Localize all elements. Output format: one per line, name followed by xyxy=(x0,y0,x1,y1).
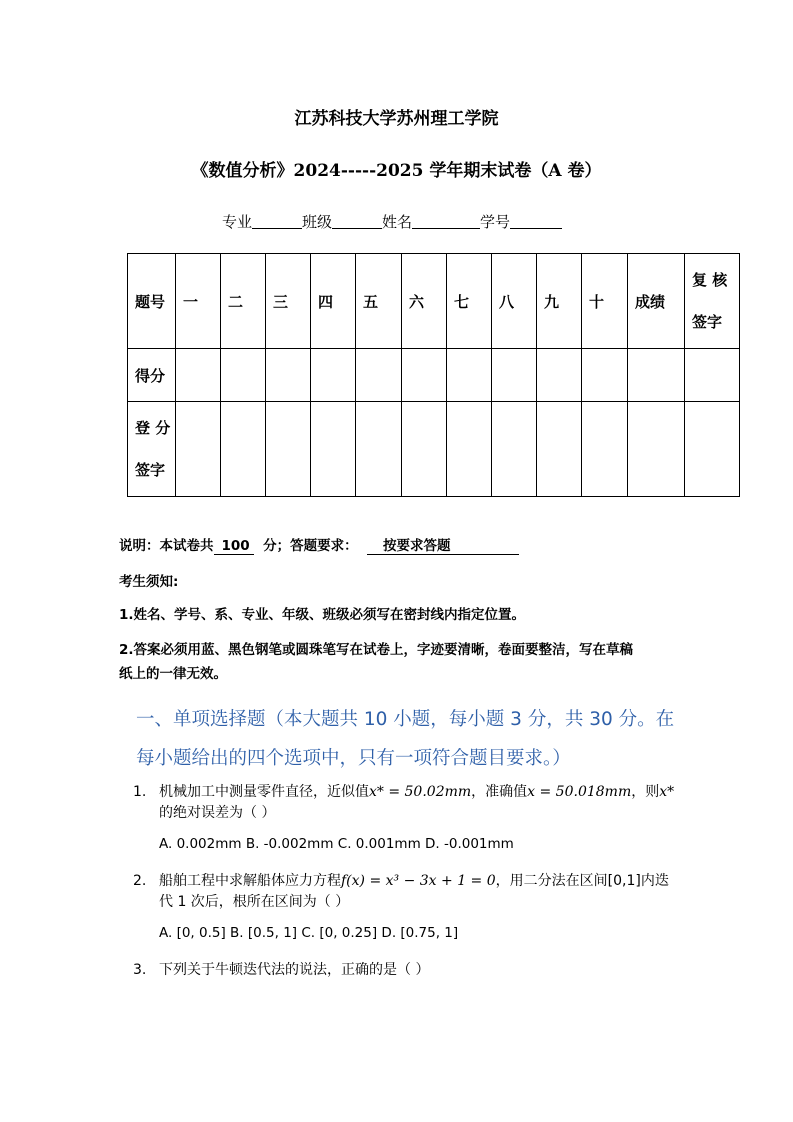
major-field[interactable] xyxy=(252,213,302,229)
question-1-options: A. 0.002mm B. -0.002mm C. 0.001mm D. -0.001mm xyxy=(159,836,514,852)
header-label-cell: 题号 xyxy=(128,254,176,349)
score-cell[interactable] xyxy=(176,349,221,402)
question-1-line2: 的绝对误差为（ ） xyxy=(159,805,276,821)
col-header: 二 xyxy=(221,254,266,349)
col-header: 三 xyxy=(266,254,311,349)
score-cell[interactable] xyxy=(582,349,628,402)
score-table xyxy=(127,253,740,497)
sign-cell[interactable] xyxy=(582,402,628,497)
exam-description: 说明：本试卷共 100 分；答题要求： 按要求答题 xyxy=(119,534,519,555)
sign-cell[interactable] xyxy=(492,402,537,497)
sign-line1: 登 分 xyxy=(135,419,171,437)
student-id-field[interactable] xyxy=(510,213,562,229)
table-row-header xyxy=(128,254,740,349)
exam-title: 《数值分析》2024-----2025 学年期末试卷（A 卷） xyxy=(191,161,602,181)
rule-2-line1: 2.答案必须用蓝、黑色钢笔或圆珠笔写在试卷上，字迹要清晰，卷面要整洁，写在草稿 xyxy=(119,642,634,658)
table-row-sign xyxy=(128,402,740,497)
question-2-line2: 代 1 次后，根所在区间为（ ） xyxy=(159,894,350,910)
sign-cell[interactable] xyxy=(628,402,685,497)
sign-cell[interactable] xyxy=(311,402,356,497)
col-header: 八 xyxy=(492,254,537,349)
sign-cell[interactable] xyxy=(402,402,447,497)
score-cell[interactable] xyxy=(492,349,537,402)
score-cell[interactable] xyxy=(537,349,582,402)
col-header: 七 xyxy=(447,254,492,349)
sign-cell[interactable] xyxy=(176,402,221,497)
col-header: 六 xyxy=(402,254,447,349)
major-label: 专业 xyxy=(222,213,253,231)
sign-cell[interactable] xyxy=(685,402,740,497)
score-cell[interactable] xyxy=(628,349,685,402)
sign-cell[interactable] xyxy=(221,402,266,497)
school-name: 江苏科技大学苏州理工学院 xyxy=(294,109,499,129)
name-label: 姓名 xyxy=(382,213,413,231)
col-header-total: 成绩 xyxy=(628,254,685,349)
score-cell[interactable] xyxy=(266,349,311,402)
col-header-review xyxy=(685,254,740,349)
col-header: 十 xyxy=(582,254,628,349)
sign-cell[interactable] xyxy=(447,402,492,497)
section-title-line1: 一、单项选择题（本大题共 10 小题，每小题 3 分，共 30 分。在 xyxy=(136,709,675,730)
notice-title: 考生须知: xyxy=(119,574,179,590)
table-row-score xyxy=(128,349,740,402)
row-label-score: 得分 xyxy=(128,349,176,402)
question-2-options: A. [0, 0.5] B. [0.5, 1] C. [0, 0.25] D. [0.75, 1] xyxy=(159,925,459,941)
question-3: 3. 下列关于牛顿迭代法的说法，正确的是（ ） xyxy=(133,962,430,978)
col-header: 五 xyxy=(356,254,402,349)
sign-cell[interactable] xyxy=(537,402,582,497)
score-cell[interactable] xyxy=(685,349,740,402)
review-line1: 复 核 xyxy=(692,271,728,289)
rule-1: 1.姓名、学号、系、专业、年级、班级必须写在密封线内指定位置。 xyxy=(119,607,526,623)
question-2: 2. 船舶工程中求解船体应力方程f(x) = x³ − 3x + 1 = 0，用二分法在区间[0,1]内迭 xyxy=(133,873,669,889)
question-1: 1. 机械加工中测量零件直径，近似值x* = 50.02mm，准确值x = 50.018mm，则x* xyxy=(133,784,675,800)
sign-line2: 签字 xyxy=(135,461,166,479)
student-info-line xyxy=(222,211,562,232)
col-header: 九 xyxy=(537,254,582,349)
class-field[interactable] xyxy=(332,213,382,229)
score-cell[interactable] xyxy=(356,349,402,402)
rule-2-line2: 纸上的一律无效。 xyxy=(119,666,227,682)
review-line2: 签字 xyxy=(692,313,723,331)
col-header: 一 xyxy=(176,254,221,349)
col-header: 四 xyxy=(311,254,356,349)
name-field[interactable] xyxy=(412,213,480,229)
score-cell[interactable] xyxy=(221,349,266,402)
sign-cell[interactable] xyxy=(266,402,311,497)
score-cell[interactable] xyxy=(447,349,492,402)
sign-cell[interactable] xyxy=(356,402,402,497)
score-cell[interactable] xyxy=(311,349,356,402)
requirement: 按要求答题 xyxy=(367,534,519,555)
row-label-sign xyxy=(128,402,176,497)
total-score: 100 xyxy=(214,538,254,555)
score-cell[interactable] xyxy=(402,349,447,402)
student-id-label: 学号 xyxy=(480,213,511,231)
class-label: 班级 xyxy=(302,213,333,231)
section-title-line2: 每小题给出的四个选项中，只有一项符合题目要求。） xyxy=(136,748,571,769)
